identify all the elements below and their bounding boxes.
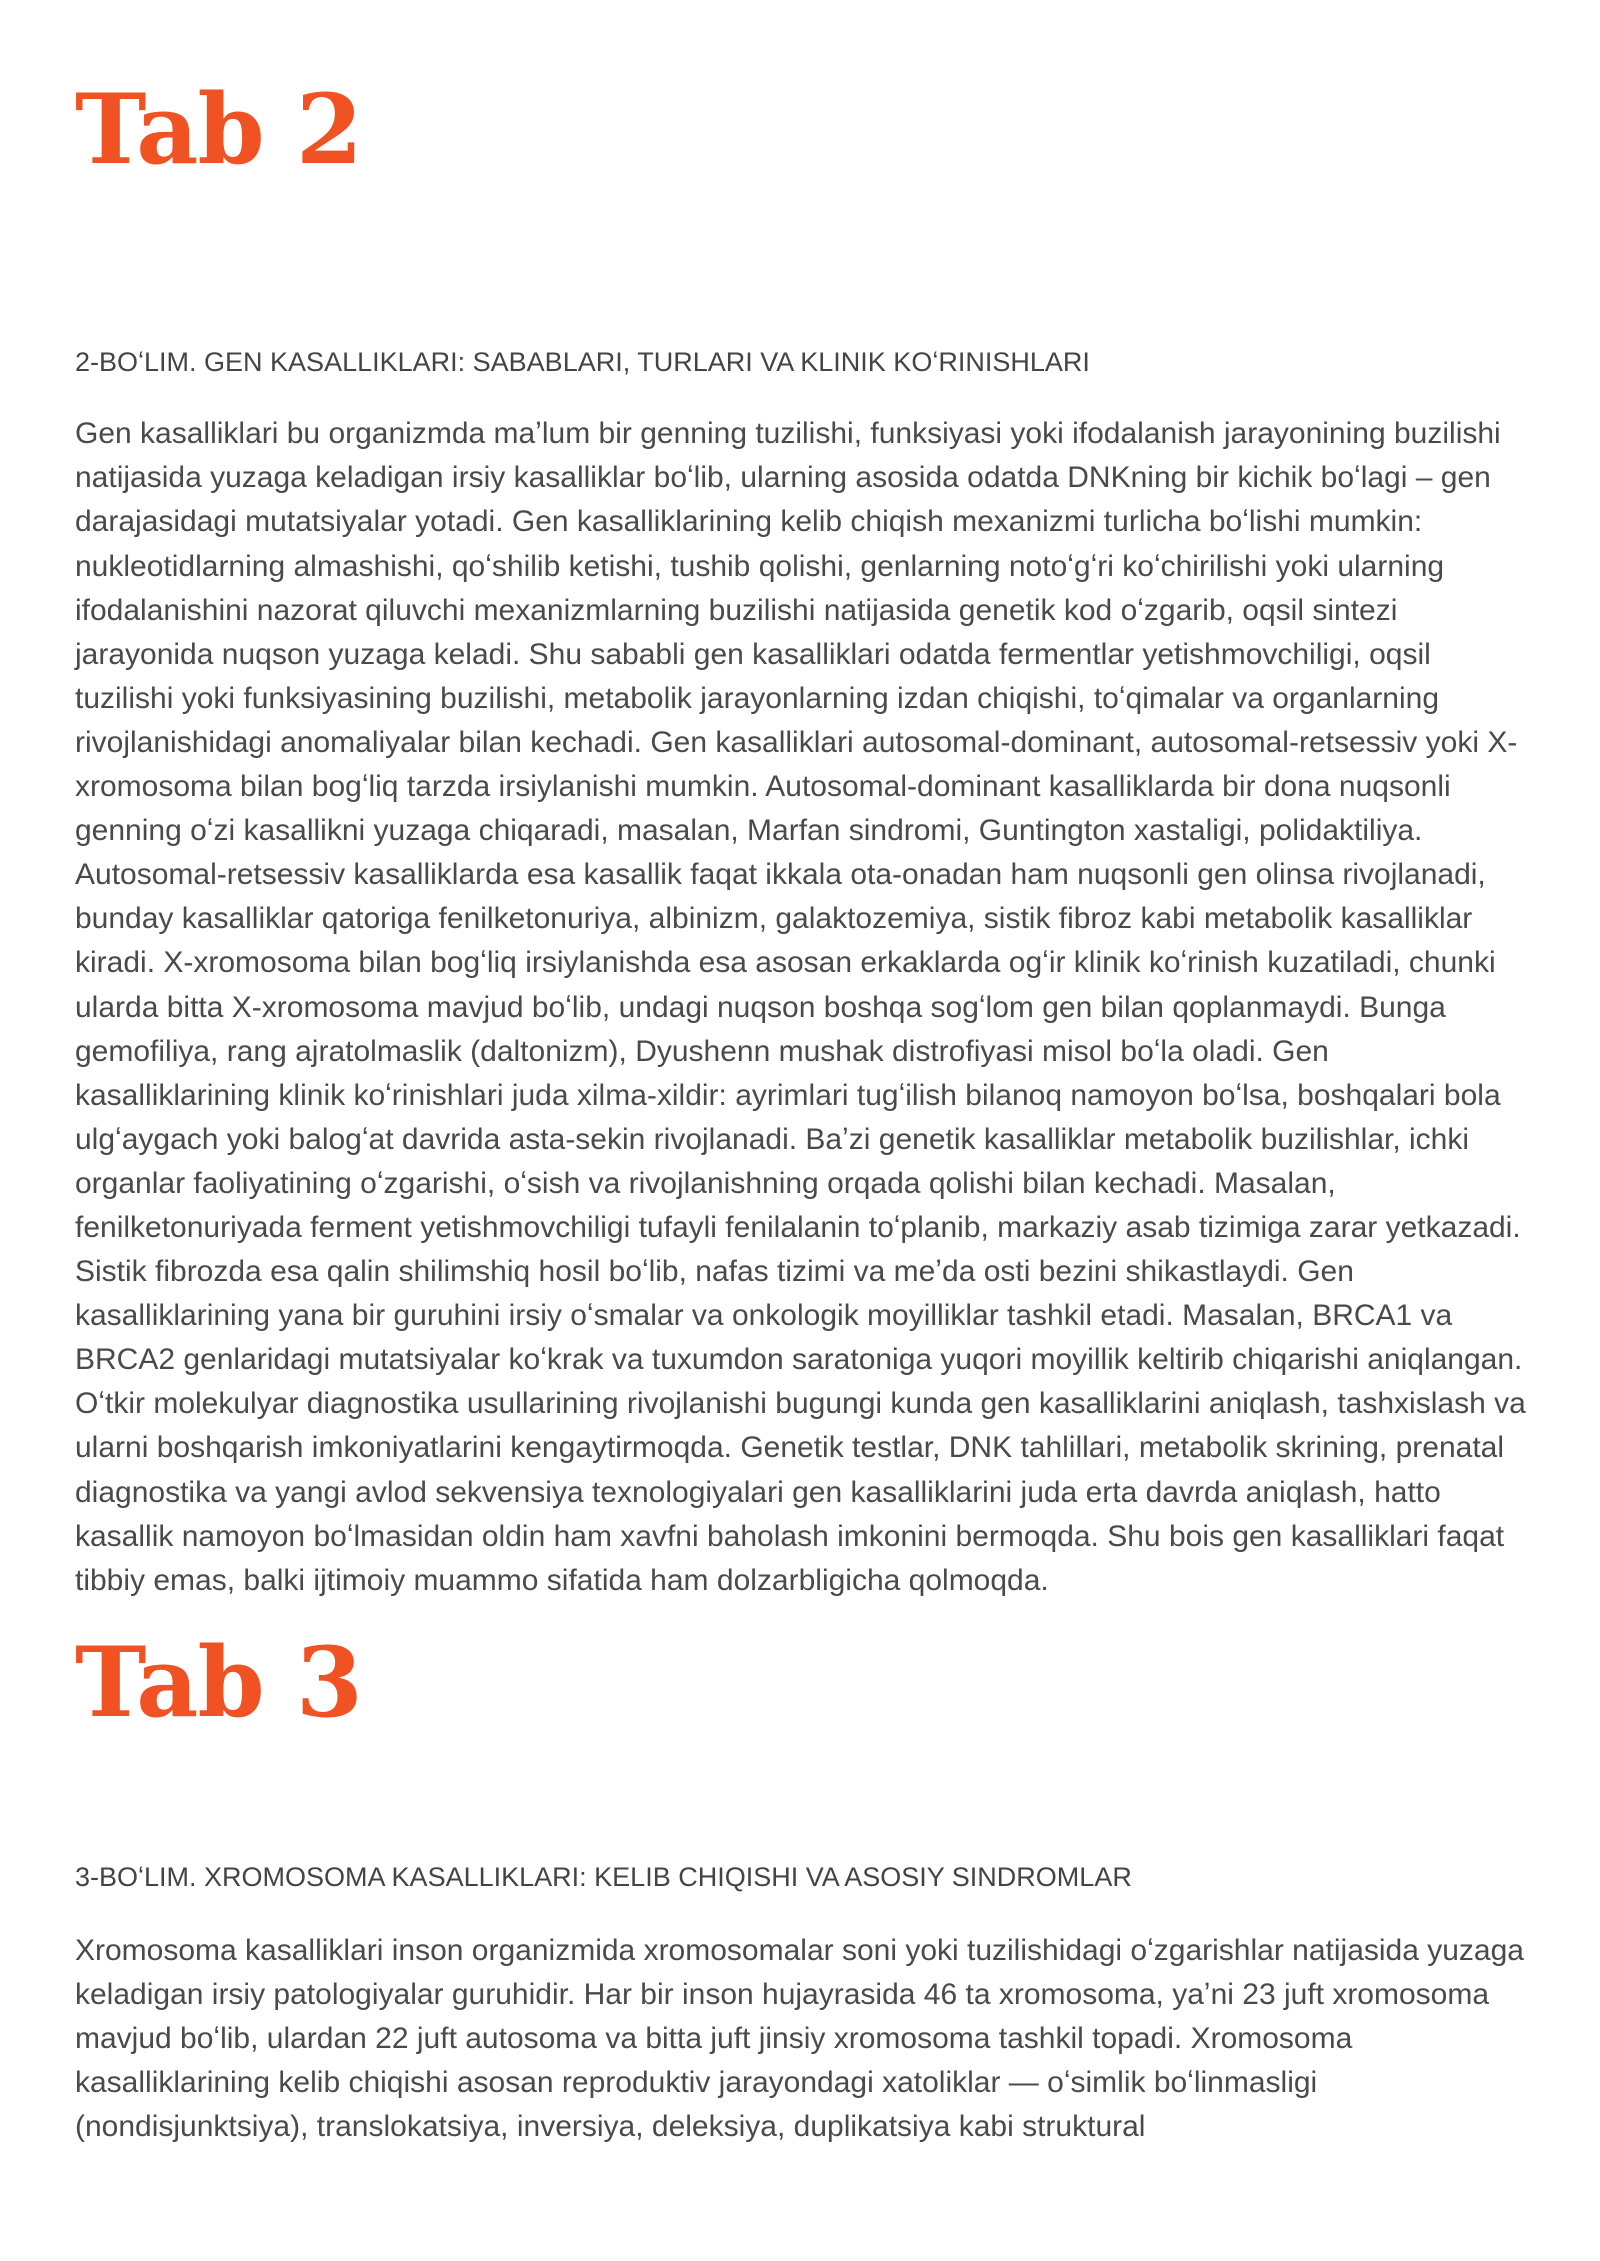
tab3-section [75, 1625, 1528, 2150]
tab3-title: Tab 3 [75, 1625, 362, 1739]
tab2-section [75, 72, 1528, 1603]
tab2-section-heading: 2-BOʻLIM. GEN KASALLIKLARI: SABABLARI, TURLARI VA KLINIK KOʻRINISHLARI [75, 347, 1090, 378]
tab2-title: Tab 2 [75, 73, 362, 186]
tab2-body-paragraph: Gen kasalliklari bu organizmda maʼlum bir genning tuzilishi, funksiyasi yoki ifodalanish jarayonining buzilishi natijasida yuzaga keladigan irsiy kasalliklar boʻlib, ularning asosida odatda DNKning bir kichik boʻlagi – gen darajasidagi mutatsiyalar yotadi. Gen kasalliklarining kelib chiqish mexanizmi turlicha boʻlishi mumkin: nukleotidlarning almashishi, qoʻshilib ketishi, tushib qolishi, genlarning notoʻgʻri koʻchirilishi yoki ularning ifodalanishini nazorat qiluvchi mexanizmlarning buzilishi natijasida genetik kod oʻzgarib, oqsil sintezi jarayonida nuqson yuzaga keladi. Shu sababli gen kasalliklari odatda fermentlar yetishmovchiligi, oqsil tuzilishi yoki funksiyasining buzilishi, metabolik jarayonlarning izdan chiqishi, toʻqimalar va organlarning rivojlanishidagi anomaliyalar bilan kechadi. Gen kasalliklari autosomal-dominant, autosomal-retsessiv yoki X-xromosoma bilan bogʻliq tarzda irsiylanishi mumkin. Autosomal-dominant kasalliklarda bir dona nuqsonli genning oʻzi kasallikni yuzaga chiqaradi, masalan, Marfan sindromi, Guntington xastaligi, polidaktiliya. Autosomal-retsessiv kasalliklarda esa kasallik faqat ikkala ota-onadan ham nuqsonli gen olinsa rivojlanadi, bunday kasalliklar qatoriga fenilketonuriya, albinizm, galaktozemiya, sistik fibroz kabi metabolik kasalliklar kiradi. X-xromosoma bilan bogʻliq irsiylanishda esa asosan erkaklarda ogʻir klinik koʻrinish kuzatiladi, chunki ularda bitta X-xromosoma mavjud boʻlib, undagi nuqson boshqa sogʻlom gen bilan qoplanmaydi. Bunga gemofiliya, rang ajratolmaslik (daltonizm), Dyushenn mushak distrofiyasi misol boʻla oladi. Gen kasalliklarining klinik koʻrinishlari juda xilma-xildir: ayrimlari tugʻilish bilanoq namoyon boʻlsa, boshqalari bola ulgʻaygach yoki balogʻat davrida asta-sekin rivojlanadi. Baʼzi genetik kasalliklar metabolik buzilishlar, ichki organlar faoliyatining oʻzgarishi, oʻsish va rivojlanishning orqada qolishi bilan kechadi. Masalan, fenilketonuriyada ferment yetishmovchiligi tufayli fenilalanin toʻplanib, markaziy asab tizimiga zarar yetkazadi. Sistik fibrozda esa qalin shilimshiq hosil boʻlib, nafas tizimi va meʼda osti bezini shikastlaydi. Gen kasalliklarining yana bir guruhini irsiy oʻsmalar va onkologik moyilliklar tashkil etadi. Masalan, BRCA1 va BRCA2 genlaridagi mutatsiyalar koʻkrak va tuxumdon saratoniga yuqori moyillik keltirib chiqarishi aniqlangan. Oʻtkir molekulyar diagnostika usullarining rivojlanishi bugungi kunda gen kasalliklarini aniqlash, tashxislash va ularni boshqarish imkoniyatlarini kengaytirmoqda. Genetik testlar, DNK tahlillari, metabolik skrining, prenatal diagnostika va yangi avlod sekvensiya texnologiyalari gen kasalliklarini juda erta davrda aniqlash, hatto kasallik namoyon boʻlmasidan oldin ham xavfni baholash imkonini bermoqda. Shu bois gen kasalliklari faqat tibbiy emas, balki ijtimoiy muammo sifatida ham dolzarbligicha qolmoqda. [75, 417, 1526, 1597]
tab3-section-heading: 3-BOʻLIM. XROMOSOMA KASALLIKLARI: KELIB CHIQISHI VA ASOSIY SINDROMLAR [75, 1862, 1132, 1892]
tab3-body-paragraph: Xromosoma kasalliklari inson organizmida xromosomalar soni yoki tuzilishidagi oʻzgarishlar natijasida yuzaga keladigan irsiy patologiyalar guruhidir. Har bir inson hujayrasida 46 ta xromosoma, yaʼni 23 juft xromosoma mavjud boʻlib, ulardan 22 juft autosoma va bitta juft jinsiy xromosoma tashkil topadi. Xromosoma kasalliklarining kelib chiqishi asosan reproduktiv jarayondagi xatoliklar — oʻsimlik boʻlinmasligi (nondisjunktsiya), translokatsiya, inversiya, deleksiya, duplikatsiya kabi struktural [75, 1934, 1524, 2144]
